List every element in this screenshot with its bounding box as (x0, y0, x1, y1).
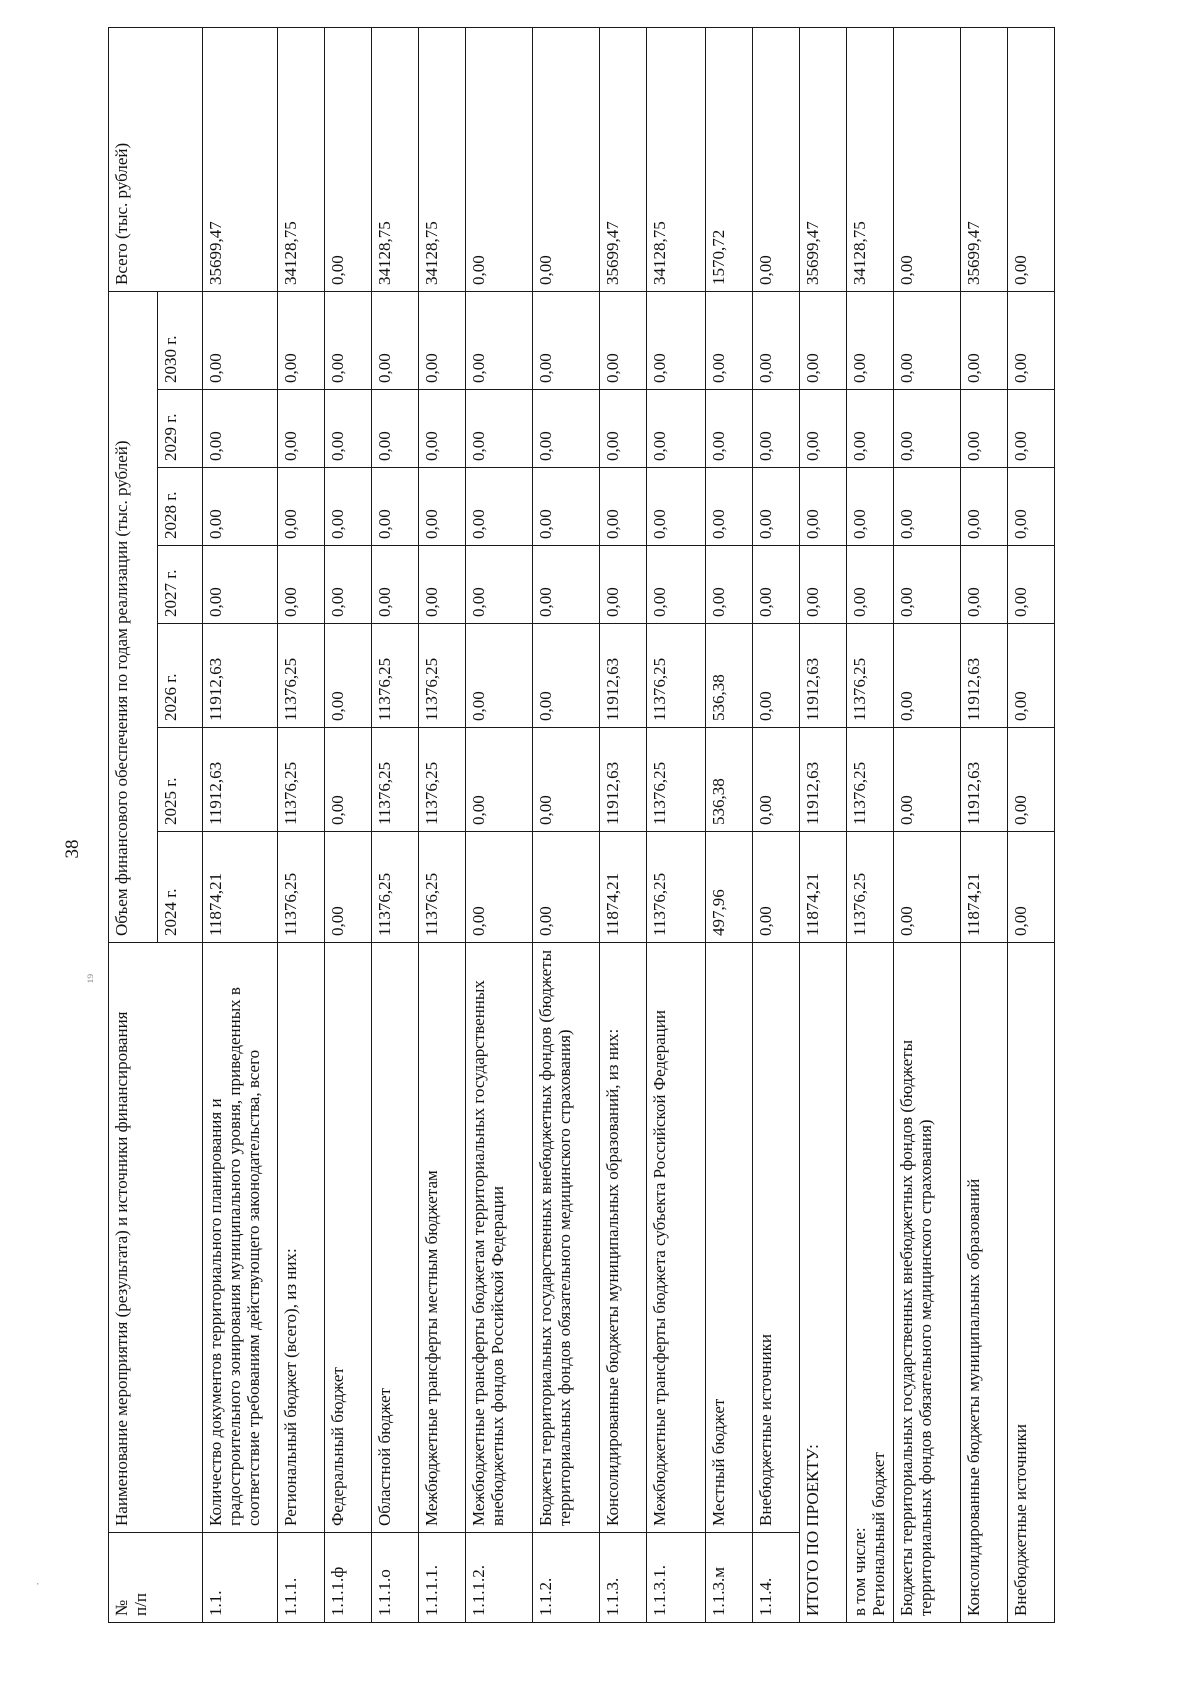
row-code: 1.1.1. (278, 1533, 325, 1623)
row-value: 0,00 (533, 468, 600, 546)
row-value: 0,00 (419, 390, 466, 468)
summary-name: Консолидированные бюджеты муниципальных образований (961, 943, 1008, 1623)
row-value: 11376,25 (372, 624, 419, 728)
row-value: 11376,25 (419, 624, 466, 728)
summary-value: 11912,63 (800, 624, 847, 728)
summary-value: 11874,21 (961, 832, 1008, 943)
header-year: 2028 г. (158, 468, 203, 546)
row-value: 11376,25 (278, 832, 325, 943)
row-code: 1.1.1.ф (325, 1533, 372, 1623)
row-value: 0,00 (466, 728, 533, 832)
row-value: 0,00 (753, 624, 800, 728)
row-value: 0,00 (419, 291, 466, 389)
row-value: 0,00 (203, 390, 278, 468)
summary-value: 0,00 (1008, 832, 1055, 943)
row-value: 11376,25 (647, 832, 706, 943)
summary-total: 34128,75 (847, 27, 894, 291)
summary-total: 0,00 (894, 27, 961, 291)
row-value: 11376,25 (647, 624, 706, 728)
row-code: 1.1.1.2. (466, 1533, 533, 1623)
summary-name: ИТОГО ПО ПРОЕКТУ: (800, 943, 847, 1623)
summary-total: 35699,47 (800, 27, 847, 291)
header-name: Наименование мероприятия (результата) и источники финансирования (109, 943, 203, 1533)
row-total: 34128,75 (372, 27, 419, 291)
row-code: 1.1.1.1. (419, 1533, 466, 1623)
row-value: 0,00 (325, 832, 372, 943)
summary-name: Бюджеты территориальных государственных внебюджетных фондов (бюджеты территориальных фондов обязательного медицинского страхования) (894, 943, 961, 1623)
header-year: 2030 г. (158, 291, 203, 389)
summary-value: 11874,21 (800, 832, 847, 943)
row-value: 0,00 (325, 624, 372, 728)
header-year: 2026 г. (158, 624, 203, 728)
row-value: 11874,21 (203, 832, 278, 943)
row-value: 0,00 (647, 546, 706, 624)
summary-total: 35699,47 (961, 27, 1008, 291)
row-value: 0,00 (466, 546, 533, 624)
summary-value: 0,00 (894, 728, 961, 832)
row-value: 0,00 (466, 291, 533, 389)
row-value: 0,00 (753, 546, 800, 624)
summary-value: 0,00 (847, 468, 894, 546)
summary-value: 0,00 (800, 390, 847, 468)
summary-value: 0,00 (1008, 291, 1055, 389)
summary-row (1008, 27, 1055, 1622)
summary-value: 0,00 (800, 546, 847, 624)
row-value: 0,00 (325, 390, 372, 468)
table-row (466, 27, 533, 1622)
summary-name: Внебюджетные источники (1008, 943, 1055, 1623)
row-value: 11376,25 (278, 624, 325, 728)
row-value: 0,00 (466, 624, 533, 728)
row-value: 0,00 (753, 390, 800, 468)
summary-value: 0,00 (1008, 728, 1055, 832)
row-value: 0,00 (647, 291, 706, 389)
row-value: 11376,25 (278, 728, 325, 832)
header-row-top (109, 27, 158, 1622)
row-total: 35699,47 (203, 27, 278, 291)
row-value: 0,00 (753, 832, 800, 943)
row-total: 34128,75 (647, 27, 706, 291)
stray-mark: ¹⁹ (86, 973, 101, 983)
row-value: 11376,25 (372, 728, 419, 832)
row-value: 0,00 (600, 390, 647, 468)
table-row (203, 27, 278, 1622)
row-value: 0,00 (706, 546, 753, 624)
summary-name: в том числе: Региональный бюджет (847, 943, 894, 1623)
row-name: Межбюджетные трансферты местным бюджетам (419, 943, 466, 1533)
row-code: 1.1.1.о (372, 1533, 419, 1623)
row-total: 1570,72 (706, 27, 753, 291)
header-volume-group: Объем финансового обеспечения по годам реализации (тыс. рублей) (109, 291, 158, 942)
row-code: 1.1.2. (533, 1533, 600, 1623)
row-value: 0,00 (706, 291, 753, 389)
summary-value: 11912,63 (961, 728, 1008, 832)
row-value: 0,00 (533, 832, 600, 943)
row-value: 0,00 (325, 468, 372, 546)
table-row (533, 27, 600, 1622)
row-value: 0,00 (278, 468, 325, 546)
row-name: Региональный бюджет (всего), из них: (278, 943, 325, 1533)
header-year: 2029 г. (158, 390, 203, 468)
row-value: 0,00 (600, 291, 647, 389)
row-name: Местный бюджет (706, 943, 753, 1533)
row-value: 0,00 (533, 546, 600, 624)
header-num: № п/п (109, 1533, 203, 1623)
row-total: 35699,47 (600, 27, 647, 291)
row-value: 11912,63 (600, 728, 647, 832)
header-year: 2025 г. (158, 728, 203, 832)
row-value: 0,00 (419, 546, 466, 624)
header-year: 2024 г. (158, 832, 203, 943)
row-name: Областной бюджет (372, 943, 419, 1533)
table-row (600, 27, 647, 1622)
summary-row (847, 27, 894, 1622)
row-value: 11376,25 (419, 832, 466, 943)
row-value: 497,96 (706, 832, 753, 943)
summary-value: 0,00 (800, 468, 847, 546)
row-code: 1.1.4. (753, 1533, 800, 1623)
row-value: 0,00 (466, 390, 533, 468)
row-value: 11376,25 (372, 832, 419, 943)
row-name: Бюджеты территориальных государственных внебюджетных фондов (бюджеты территориальных фондов обязательного медицинского страхования) (533, 943, 600, 1533)
summary-value: 0,00 (961, 390, 1008, 468)
row-value: 0,00 (325, 546, 372, 624)
summary-value: 0,00 (961, 468, 1008, 546)
table-row (419, 27, 466, 1622)
row-value: 0,00 (706, 390, 753, 468)
table-row (278, 27, 325, 1622)
table-row (706, 27, 753, 1622)
row-name: Внебюджетные источники (753, 943, 800, 1533)
row-value: 0,00 (203, 291, 278, 389)
row-value: 0,00 (753, 291, 800, 389)
row-value: 0,00 (203, 546, 278, 624)
row-value: 0,00 (372, 291, 419, 389)
table-row (325, 27, 372, 1622)
summary-value: 0,00 (894, 291, 961, 389)
row-value: 0,00 (325, 291, 372, 389)
row-code: 1.1.3.1. (647, 1533, 706, 1623)
summary-value: 11376,25 (847, 728, 894, 832)
row-value: 0,00 (753, 728, 800, 832)
summary-row (894, 27, 961, 1622)
summary-value: 0,00 (961, 546, 1008, 624)
row-value: 0,00 (466, 468, 533, 546)
table-row (647, 27, 706, 1622)
summary-value: 0,00 (894, 624, 961, 728)
row-value: 0,00 (278, 390, 325, 468)
row-value: 11912,63 (600, 624, 647, 728)
row-value: 11376,25 (419, 728, 466, 832)
summary-value: 0,00 (847, 291, 894, 389)
row-value: 0,00 (372, 546, 419, 624)
summary-value: 0,00 (1008, 624, 1055, 728)
summary-row (800, 27, 847, 1622)
row-value: 0,00 (372, 468, 419, 546)
row-name: Межбюджетные трансферты бюджета субъекта Российской Федерации (647, 943, 706, 1533)
row-name: Межбюджетные трансферты бюджетам территориальных государственных внебюджетных фондов Российской Федерации (466, 943, 533, 1533)
row-value: 0,00 (600, 468, 647, 546)
row-total: 0,00 (533, 27, 600, 291)
row-name: Количество документов территориального планирования и градостроительного зонирования муниципального уровня, приведенных в соответствие требованиям действующего законодательства, всего (203, 943, 278, 1533)
row-value: 0,00 (533, 390, 600, 468)
row-code: 1.1.3.м (706, 1533, 753, 1623)
summary-value: 11376,25 (847, 624, 894, 728)
row-value: 0,00 (647, 390, 706, 468)
row-total: 0,00 (466, 27, 533, 291)
row-value: 0,00 (372, 390, 419, 468)
summary-value: 0,00 (800, 291, 847, 389)
row-total: 34128,75 (419, 27, 466, 291)
row-code: 1.1.3. (600, 1533, 647, 1623)
row-value: 536,38 (706, 728, 753, 832)
row-total: 0,00 (325, 27, 372, 291)
row-value: 0,00 (753, 468, 800, 546)
row-value: 11912,63 (203, 728, 278, 832)
row-value: 0,00 (278, 291, 325, 389)
summary-value: 0,00 (894, 468, 961, 546)
scan-speck: · (30, 1581, 45, 1586)
summary-value: 0,00 (894, 832, 961, 943)
header-total: Всего (тыс. рублей) (109, 27, 203, 291)
row-value: 11376,25 (647, 728, 706, 832)
row-value: 11874,21 (600, 832, 647, 943)
financing-table (108, 27, 1055, 1623)
row-value: 0,00 (706, 468, 753, 546)
summary-value: 0,00 (1008, 390, 1055, 468)
row-name: Федеральный бюджет (325, 943, 372, 1533)
summary-row (961, 27, 1008, 1622)
row-name: Консолидированные бюджеты муниципальных образований, из них: (600, 943, 647, 1533)
summary-value: 0,00 (1008, 546, 1055, 624)
summary-value: 11912,63 (961, 624, 1008, 728)
summary-value: 0,00 (847, 546, 894, 624)
row-value: 536,38 (706, 624, 753, 728)
row-value: 0,00 (466, 832, 533, 943)
summary-value: 0,00 (894, 390, 961, 468)
summary-value: 0,00 (961, 291, 1008, 389)
row-total: 0,00 (753, 27, 800, 291)
row-value: 11912,63 (203, 624, 278, 728)
row-value: 0,00 (278, 546, 325, 624)
row-value: 0,00 (533, 624, 600, 728)
row-value: 0,00 (647, 468, 706, 546)
row-value: 0,00 (203, 468, 278, 546)
table-row (753, 27, 800, 1622)
row-value: 0,00 (419, 468, 466, 546)
summary-value: 0,00 (847, 390, 894, 468)
row-total: 34128,75 (278, 27, 325, 291)
row-code: 1.1. (203, 1533, 278, 1623)
summary-value: 0,00 (1008, 468, 1055, 546)
row-value: 0,00 (533, 728, 600, 832)
summary-value: 11912,63 (800, 728, 847, 832)
row-value: 0,00 (325, 728, 372, 832)
header-year: 2027 г. (158, 546, 203, 624)
summary-value: 0,00 (894, 546, 961, 624)
summary-total: 0,00 (1008, 27, 1055, 291)
row-value: 0,00 (533, 291, 600, 389)
row-value: 0,00 (600, 546, 647, 624)
summary-value: 11376,25 (847, 832, 894, 943)
table-row (372, 27, 419, 1622)
page-number: 38 (62, 839, 83, 859)
